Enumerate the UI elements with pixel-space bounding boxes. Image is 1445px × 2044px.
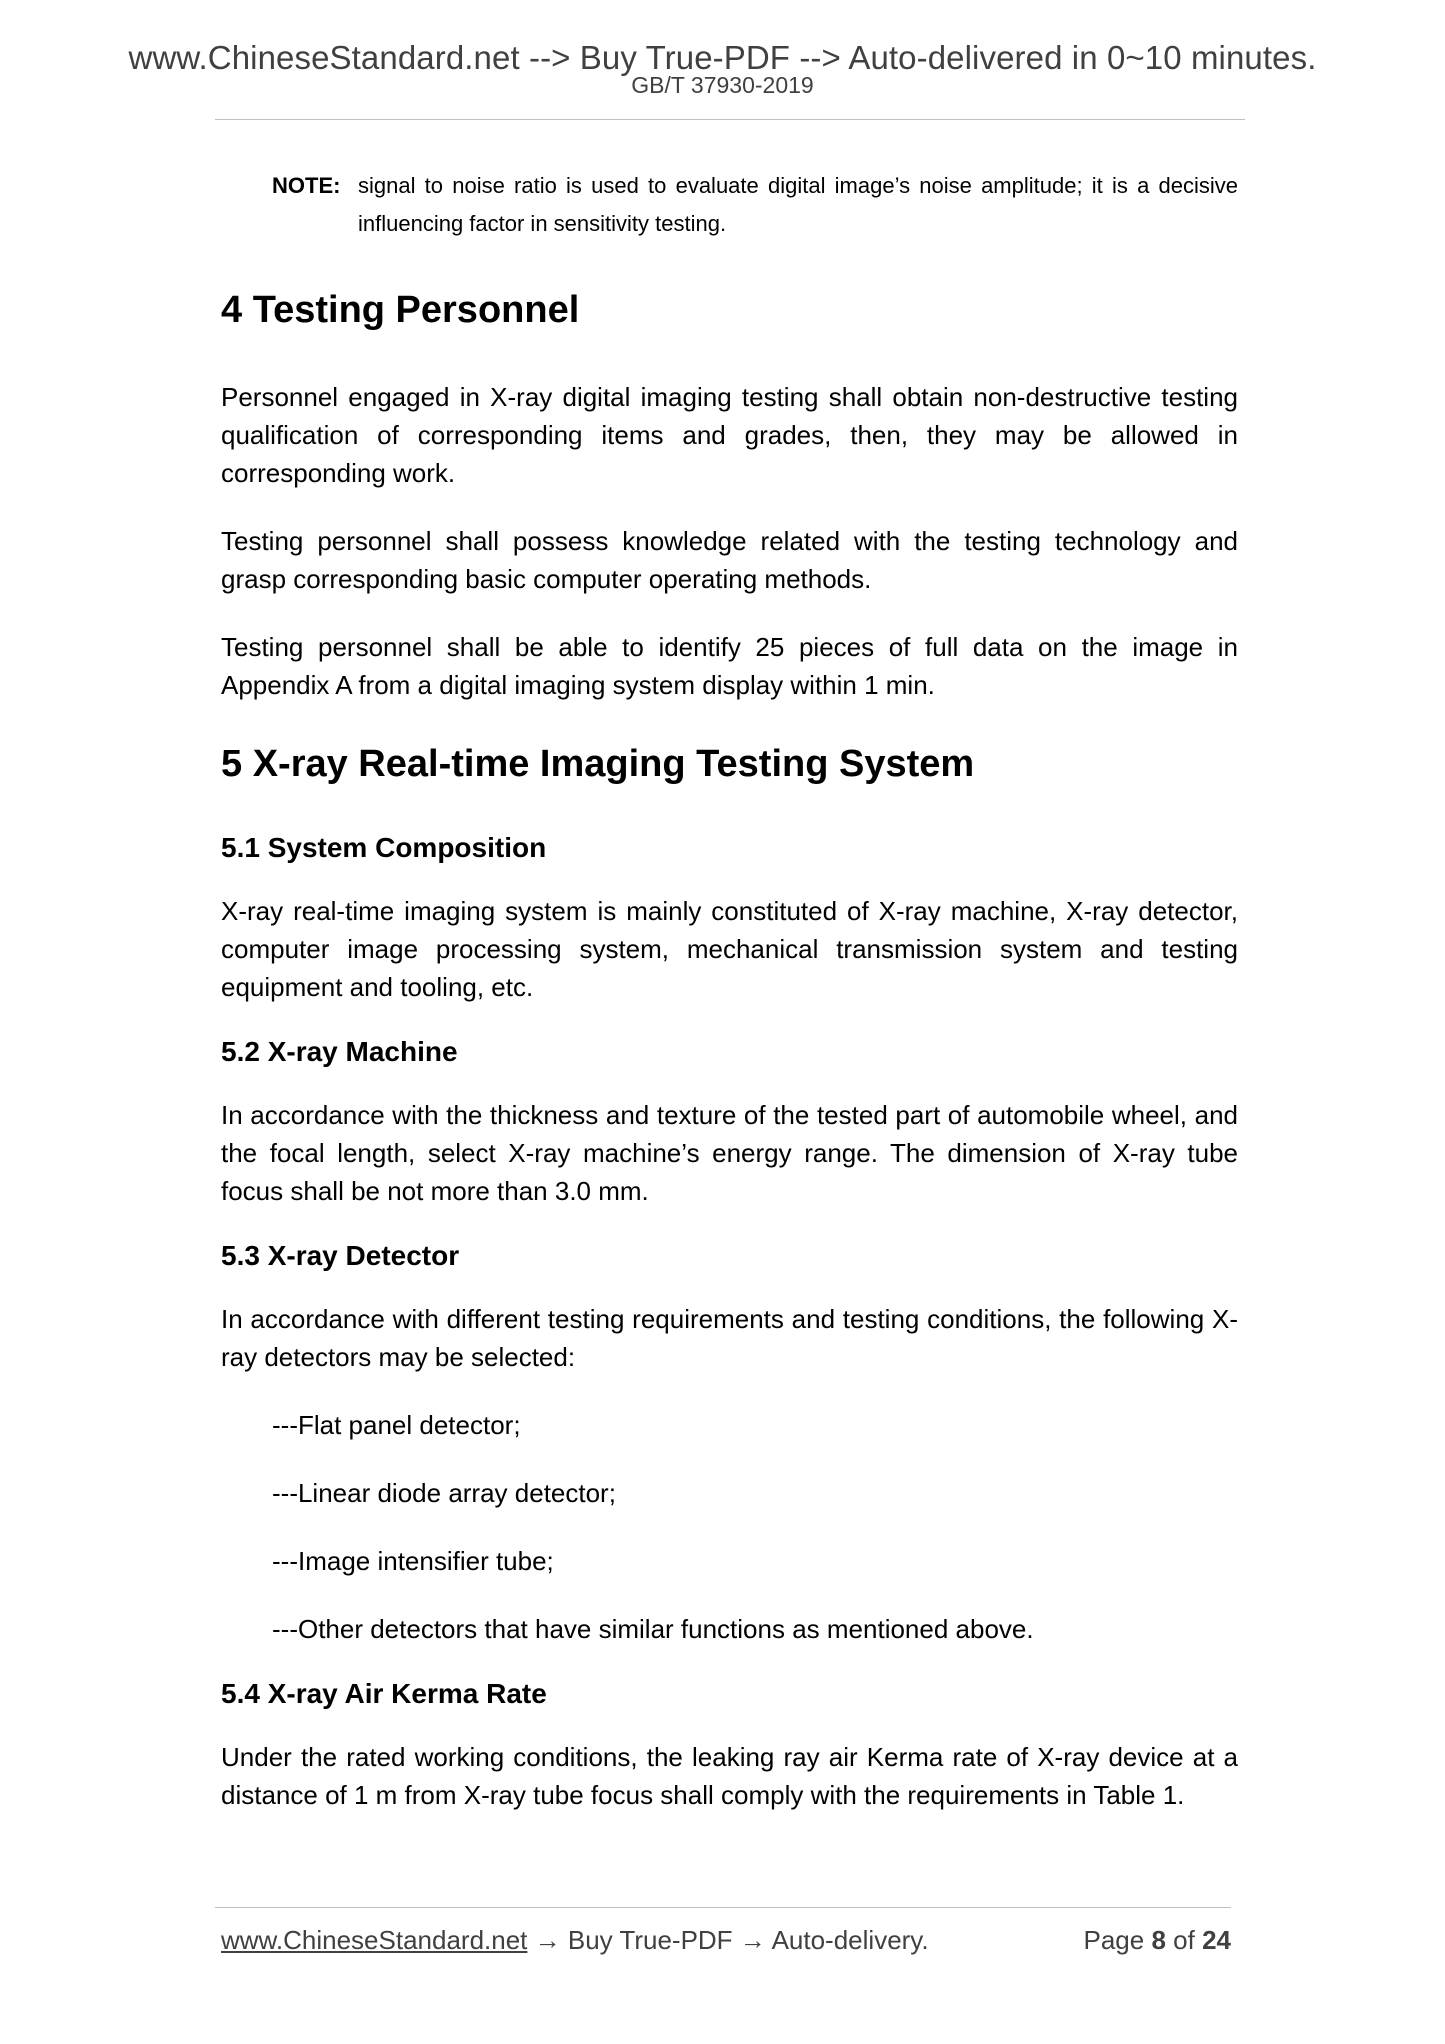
document-body (221, 270, 1238, 1814)
section-4-paragraph-2: Testing personnel shall possess knowledge related with the testing technology and grasp corresponding basic computer operating methods. (221, 526, 1238, 594)
section-4-paragraph-3: Testing personnel shall be able to identify 25 pieces of full data on the image in Appendix A from a digital imaging system display within 1 min. (221, 632, 1238, 700)
section-5-1-heading: 5.1 System Composition (221, 832, 547, 863)
section-4-paragraph-1: Personnel engaged in X-ray digital imaging testing shall obtain non-destructive testing qualification of corresponding items and grades, then, they may be allowed in corresponding work. (221, 382, 1238, 488)
section-4-heading: 4 Testing Personnel (221, 289, 580, 331)
page-indicator (1083, 1922, 1231, 1958)
section-5-3-heading: 5.3 X-ray Detector (221, 1240, 460, 1271)
section-5-4-paragraph: Under the rated working conditions, the leaking ray air Kerma rate of X-ray device at a distance of 1 m from X-ray tube focus shall comply with the requirements in Table 1. (221, 1742, 1238, 1810)
list-item: ---Flat panel detector; (272, 1410, 521, 1440)
page-label: Page (1083, 1925, 1145, 1955)
section-5-heading: 5 X-ray Real-time Imaging Testing System (221, 743, 975, 785)
list-item: ---Image intensifier tube; (272, 1546, 554, 1576)
standard-number: GB/T 37930-2019 (631, 72, 814, 98)
section-5-1-paragraph: X-ray real-time imaging system is mainly constituted of X-ray machine, X-ray detector, computer image processing system, mechanical transmission system and testing equipment and tooling, etc. (221, 896, 1238, 1002)
section-5-3-paragraph: In accordance with different testing requirements and testing conditions, the following X-ray detectors may be selected: (221, 1304, 1238, 1372)
note-label: NOTE: (272, 173, 341, 198)
list-item: ---Other detectors that have similar functions as mentioned above. (272, 1614, 1034, 1644)
list-item: ---Linear diode array detector; (272, 1478, 616, 1508)
page-current: 8 (1151, 1925, 1166, 1955)
section-5-4-heading: 5.4 X-ray Air Kerma Rate (221, 1678, 547, 1709)
section-5-2-heading: 5.2 X-ray Machine (221, 1036, 458, 1067)
footer-tagline: → Buy True-PDF → Auto-delivery. (527, 1925, 929, 1955)
section-5-2-paragraph: In accordance with the thickness and texture of the tested part of automobile wheel, and the focal length, select X-ray machine’s energy range. The dimension of X-ray tube focus shall be not more than 3.0 mm. (221, 1100, 1238, 1206)
footer-website-link[interactable]: www.ChineseStandard.net (221, 1925, 528, 1955)
footer (221, 1922, 1231, 1958)
page-total: 24 (1202, 1925, 1231, 1955)
note-text: signal to noise ratio is used to evaluate digital image’s noise amplitude; it is a decisive influencing factor in sensitivity testing. (358, 173, 1238, 236)
footer-divider (215, 1907, 1231, 1908)
header-banner: www.ChineseStandard.net --> Buy True-PDF --> Auto-delivered in 0~10 minutes. (128, 39, 1317, 76)
header-divider (215, 119, 1245, 120)
page-of-label: of (1173, 1925, 1195, 1955)
note-block (272, 167, 1238, 243)
